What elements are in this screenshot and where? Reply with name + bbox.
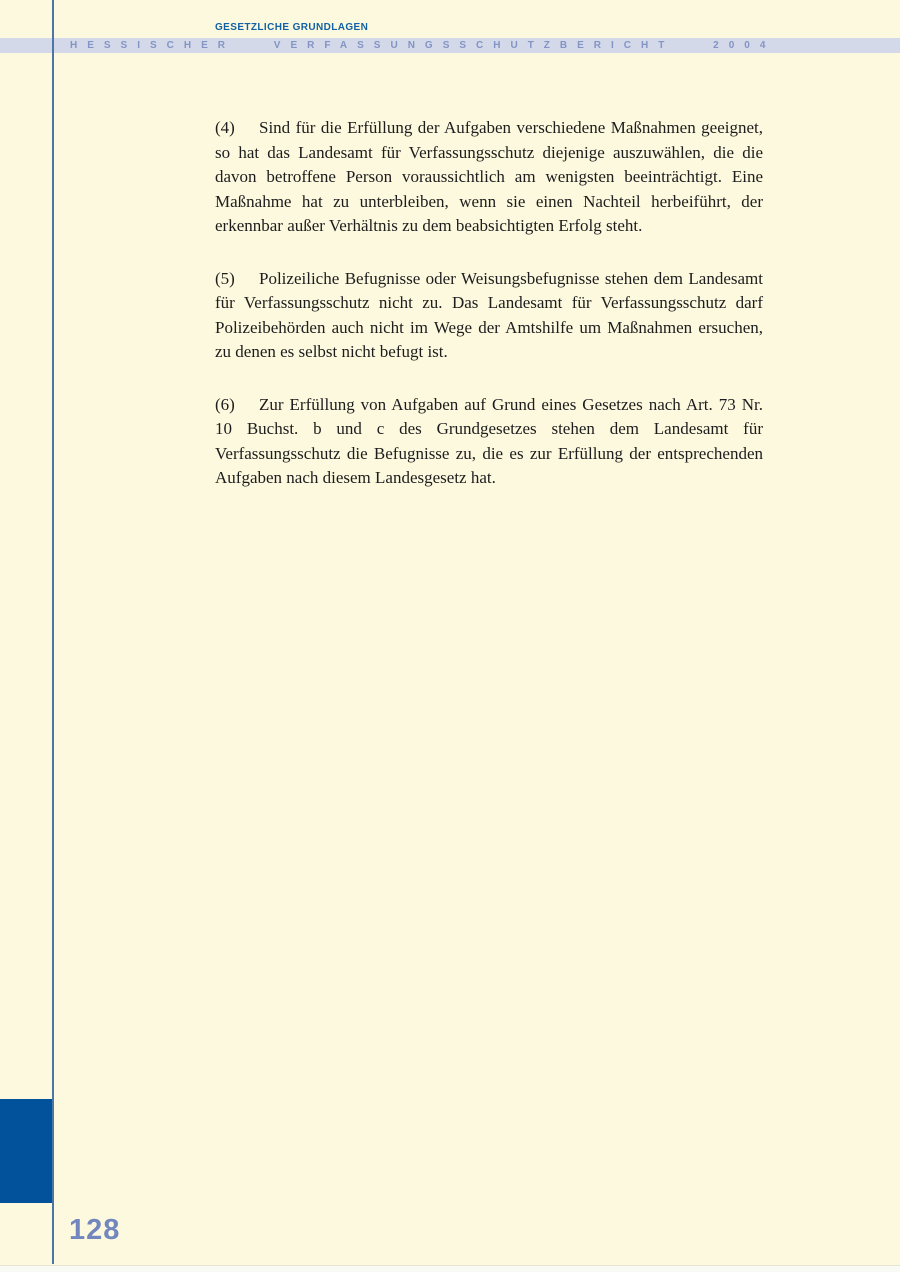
report-title-banner	[0, 38, 900, 53]
left-margin-rule	[52, 0, 54, 1264]
paragraph-5-number: (5)	[215, 268, 235, 288]
paragraph-5-text: Polizeiliche Befugnisse oder Weisungsbefugnisse stehen dem Landesamt für Verfassungsschutz nicht zu. Das Landesamt für Verfassungsschutz darf Polizeibehörden auch nicht im Wege der Amtshilfe um Maßnahmen ersuchen, zu denen es selbst nicht befugt ist.	[215, 268, 763, 361]
page-number: 128	[69, 1214, 121, 1246]
paragraph-4	[215, 116, 763, 239]
report-title-text: HESSISCHER VERFASSUNGSSCHUTZBERICHT 2004	[70, 40, 776, 51]
margin-accent-block	[0, 1099, 52, 1203]
paragraph-5	[215, 267, 763, 365]
paragraph-4-text: Sind für die Erfüllung der Aufgaben verschiedene Maßnahmen geeignet, so hat das Landesamt für Verfassungsschutz diejenige auszuwählen, die die davon betroffene Person voraussichtlich am wenigsten beeinträchtigt. Eine Maßnahme hat zu unterbleiben, wenn sie einen Nachteil herbeiführt, der erkennbar außer Verhältnis zu dem beabsichtigten Erfolg steht.	[215, 118, 763, 235]
page-bottom-edge	[0, 1265, 900, 1272]
paragraph-6-text: Zur Erfüllung von Aufgaben auf Grund eines Gesetzes nach Art. 73 Nr. 10 Buchst. b und c des Grundgesetzes stehen dem Landesamt für Verfassungsschutz die Befugnisse zu, die es zur Erfüllung der entsprechenden Aufgaben nach diesem Landesgesetz hat.	[215, 394, 763, 487]
paragraph-4-number: (4)	[215, 118, 235, 137]
section-label: GESETZLICHE GRUNDLAGEN	[215, 22, 369, 33]
paragraph-6	[215, 393, 763, 491]
paragraph-6-number: (6)	[215, 394, 235, 414]
body-text	[215, 116, 763, 519]
